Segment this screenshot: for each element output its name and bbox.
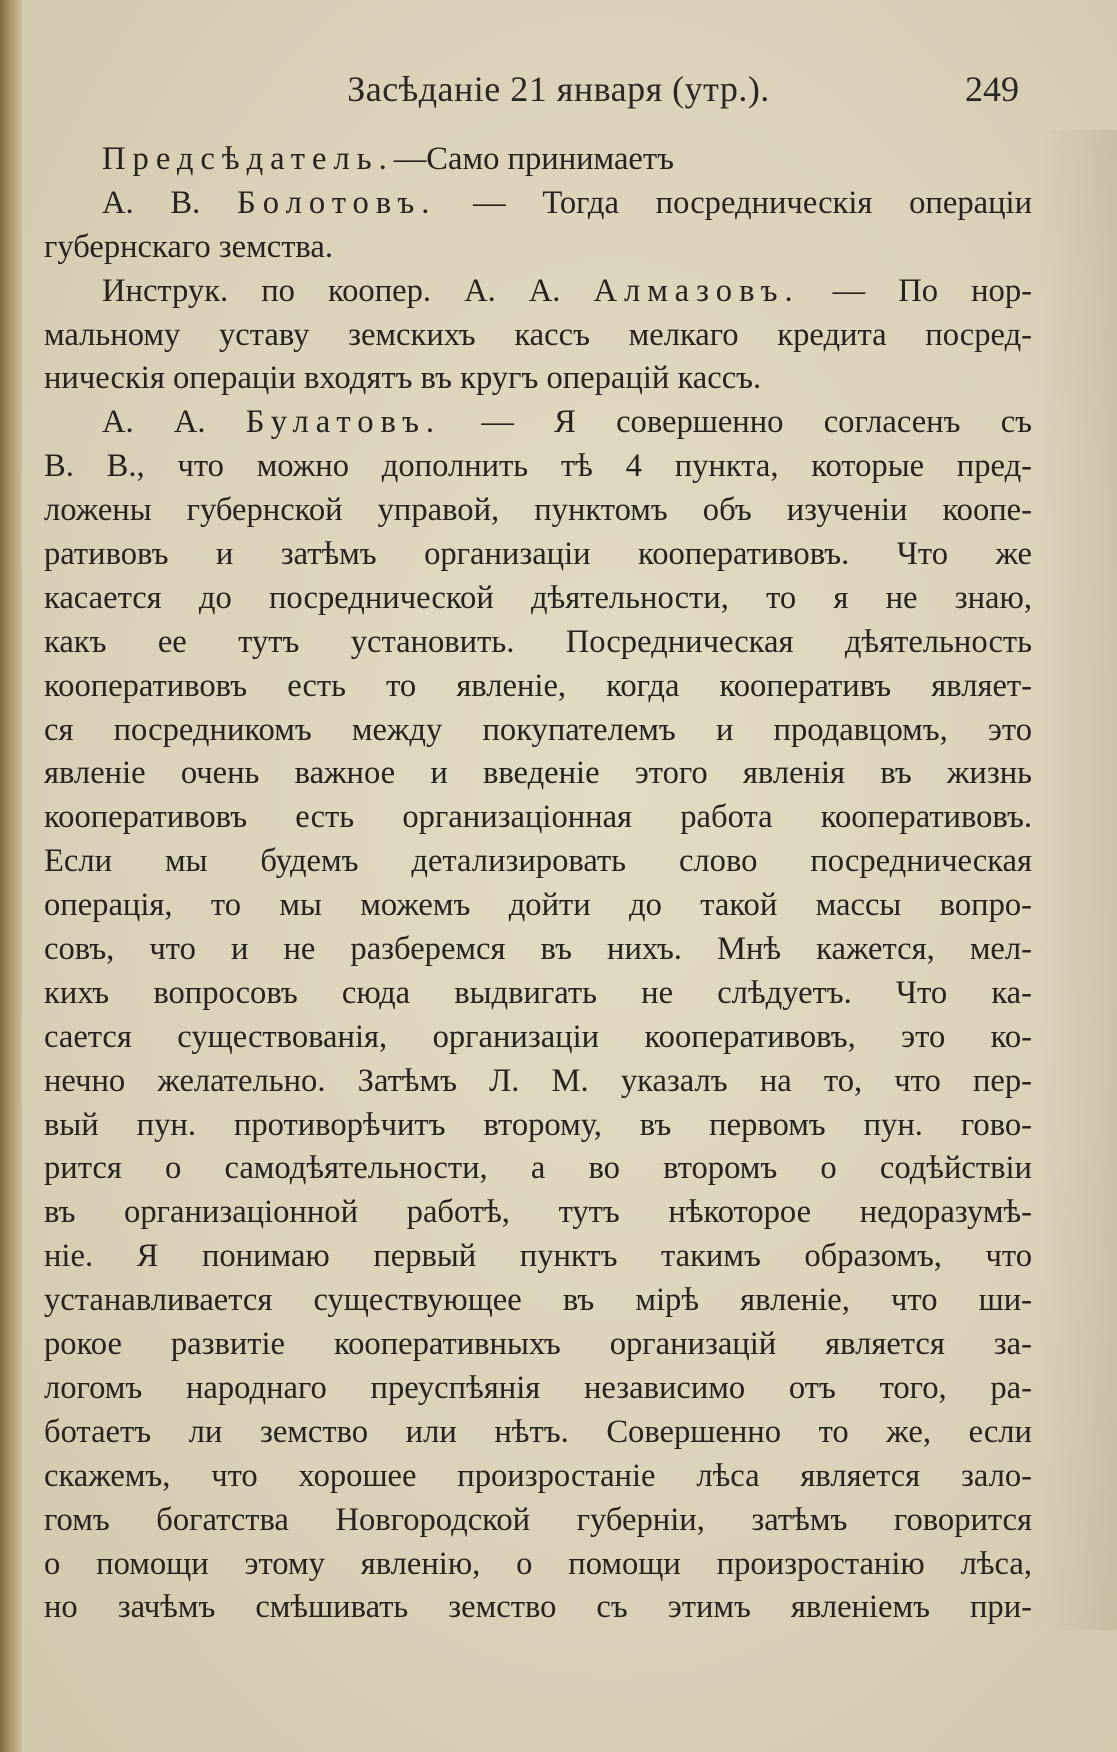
text-line [44,972,1032,1016]
line-text: рится о самодѣятельности, а во второмъ о содѣйствіи [44,1150,1032,1187]
text-line [44,1455,1032,1499]
text-line [44,357,1032,401]
text-line [44,1191,1032,1235]
text-line [44,314,1032,358]
text-line [44,445,1032,489]
text-line [44,1367,1032,1411]
line-text: ложены губернской управой, пунктомъ объ изученіи коопе- [44,492,1032,529]
line-text: А. В. [102,184,238,221]
header-title: Засѣданіе 21 января (утр.). [347,69,770,109]
line-text: Инструк. по коопер. А. А. [102,272,594,309]
line-text: о помощи этому явленію, о помощи произростанію лѣса, [44,1545,1032,1582]
line-text: рокое развитіе кооперативныхъ организацій является за- [44,1326,1032,1363]
line-text: сается существованія, организаціи кооперативовъ, это ко- [44,1018,1032,1055]
text-line [44,796,1032,840]
speaker-name: Болотовъ. [237,184,437,221]
speaker-name: Булатовъ. [245,404,442,441]
line-text: явленіе очень важное и введеніе этого явленія въ жизнь [44,755,1032,792]
line-text: губернскаго земства. [44,228,333,265]
line-text: вый пун. противорѣчитъ второму, въ первомъ пун. гово- [44,1106,1032,1143]
line-text-continued: —Само принимаетъ [393,141,674,177]
text-line [44,1323,1032,1367]
text-line [44,1104,1032,1148]
text-line [44,226,1032,270]
line-text: Если мы будемъ детализировать слово посредническая [44,843,1032,880]
line-text: ническія операціи входятъ въ кругъ операцій кассъ. [44,360,762,397]
text-line [44,1279,1032,1323]
text-line [44,709,1032,753]
line-text: ся посредникомъ между покупателемъ и продавцомъ, это [44,711,1032,748]
running-header [0,62,1117,112]
text-line [44,1499,1032,1543]
text-line [44,840,1032,884]
text-line [44,1543,1032,1587]
line-text-continued: — По нор- [799,272,1032,309]
text-line [44,884,1032,928]
line-text: нечно желательно. Затѣмъ Л. М. указалъ на то, что пер- [44,1062,1032,1099]
text-line [44,1235,1032,1279]
text-line [44,1060,1032,1104]
line-text: А. А. [102,404,246,441]
text-line [44,182,1032,226]
text-line [44,401,1032,445]
line-text: логомъ народнаго преуспѣянія независимо отъ того, ра- [44,1369,1032,1406]
page-number: 249 [965,69,1019,109]
text-line [44,1016,1032,1060]
line-text: совъ, что и не разберемся въ нихъ. Мнѣ кажется, мел- [44,931,1032,968]
text-line [44,1147,1032,1191]
text-line [44,577,1032,621]
line-text: мальному уставу земскихъ кассъ мелкаго кредита посред- [44,316,1032,353]
text-line [44,928,1032,972]
line-text: операція, то мы можемъ дойти до такой массы вопро- [44,887,1032,924]
text-line [44,1586,1032,1630]
line-text: кихъ вопросовъ сюда выдвигать не слѣдуетъ. Что ка- [44,974,1032,1011]
text-line [44,138,1032,182]
speaker-name: Алмазовъ. [593,272,800,309]
body-text [44,138,1032,1630]
line-text-continued: — Я совершенно согласенъ съ [441,404,1032,441]
line-text-continued: — Тогда посредническія операціи [436,184,1032,221]
line-text: скажемъ, что хорошее произростаніе лѣса является зало- [44,1457,1032,1494]
line-text: устанавливается существующее въ мірѣ явленіе, что ши- [44,1282,1032,1319]
speaker-name: Предсѣдатель. [102,141,394,177]
line-text: ніе. Я понимаю первый пунктъ такимъ образомъ, что [44,1238,1032,1275]
page-binding-edge [0,0,22,1752]
text-line [44,621,1032,665]
text-line [44,752,1032,796]
line-text: кооперативовъ есть то явленіе, когда кооперативъ являет- [44,667,1032,704]
line-text: ботаетъ ли земство или нѣтъ. Совершенно то же, если [44,1413,1032,1450]
line-text: ративовъ и затѣмъ организаціи кооперативовъ. Что же [44,536,1032,573]
text-line [44,489,1032,533]
line-text: В. В., что можно дополнить тѣ 4 пункта, которые пред- [44,448,1032,485]
line-text: гомъ богатства Новгородской губерніи, затѣмъ говорится [44,1501,1032,1538]
text-line [44,665,1032,709]
text-line [44,1411,1032,1455]
line-text: кооперативовъ есть организаціонная работа кооперативовъ. [44,799,1032,836]
text-line [44,270,1032,314]
line-text: въ организаціонной работѣ, тутъ нѣкоторое недоразумѣ- [44,1194,1032,1231]
page-shadow [1037,130,1117,1630]
line-text: какъ ее тутъ установить. Посредническая дѣятельность [44,623,1032,660]
line-text: но зачѣмъ смѣшивать земство съ этимъ явленіемъ при- [44,1589,1032,1626]
text-line [44,533,1032,577]
line-text: касается до посреднической дѣятельности, то я не знаю, [44,579,1032,616]
